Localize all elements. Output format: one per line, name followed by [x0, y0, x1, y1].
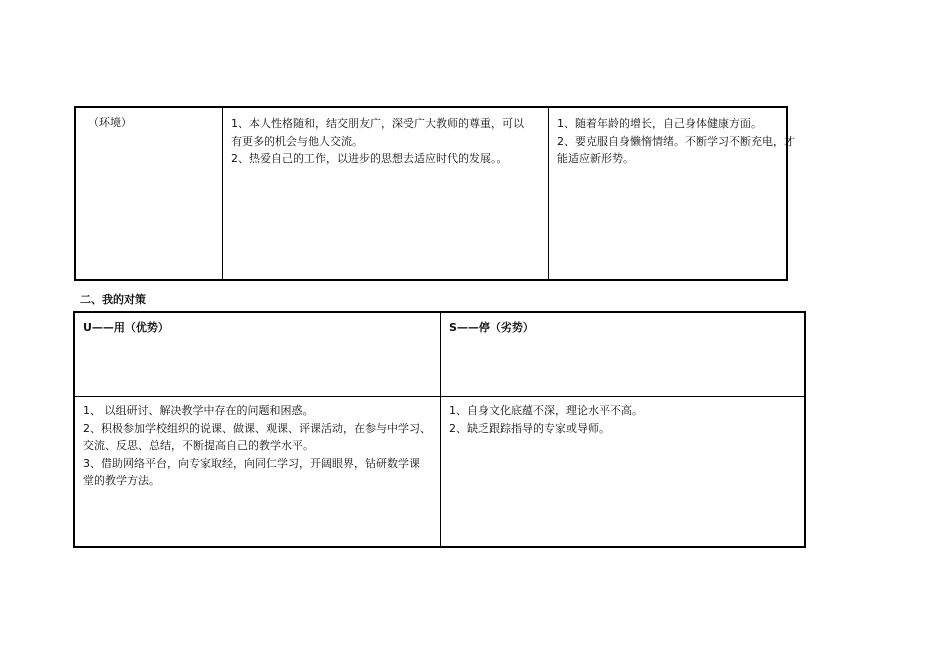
use-item: 3、借助网络平台，向专家取经，向同仁学习，开阔眼界，钻研数学课	[83, 456, 420, 470]
environment-label-cell	[75, 107, 223, 280]
use-item: 交流、反思、总结，不断提高自己的教学水平。	[83, 439, 314, 452]
environment-label: （环境）	[88, 116, 132, 129]
use-items-cell	[74, 397, 441, 548]
stop-items-cell	[441, 397, 806, 548]
weakness-line: 1、随着年龄的增长，自己身体健康方面。	[557, 117, 762, 130]
strength-line: 2、热爱自己的工作，以进步的思想去适应时代的发展。。	[231, 152, 508, 165]
use-item: 2、积极参加学校组织的说课、做课、观课、评课活动，在参与中学习、	[83, 421, 431, 435]
stop-item: 2、缺乏跟踪指导的专家或导师。	[449, 421, 610, 435]
use-item: 1、 以组研讨、解决教学中存在的问题和困惑。	[83, 404, 314, 417]
strength-line: 1、本人性格随和，结交朋友广，深受广大教师的尊重，可以	[231, 117, 524, 130]
use-header: U——用（优势）	[83, 321, 169, 334]
stop-item: 1、自身文化底蕴不深，理论水平不高。	[449, 404, 643, 417]
strategy-table	[73, 311, 806, 548]
section-heading: 二、我的对策	[80, 293, 146, 306]
environment-table	[74, 106, 795, 281]
weakness-line: 2、要克服自身懒惰情绪。不断学习不断充电，才	[557, 134, 795, 148]
strength-line: 有更多的机会与他人交流。	[231, 134, 363, 148]
environment-strengths-cell	[223, 107, 549, 280]
weakness-line: 能适应新形势。	[557, 152, 634, 165]
stop-header: S——停（劣势）	[449, 321, 534, 334]
use-item: 堂的教学方法。	[83, 474, 160, 487]
stop-header-cell	[441, 312, 806, 397]
use-header-cell	[74, 312, 441, 397]
environment-weaknesses-cell	[549, 107, 795, 280]
